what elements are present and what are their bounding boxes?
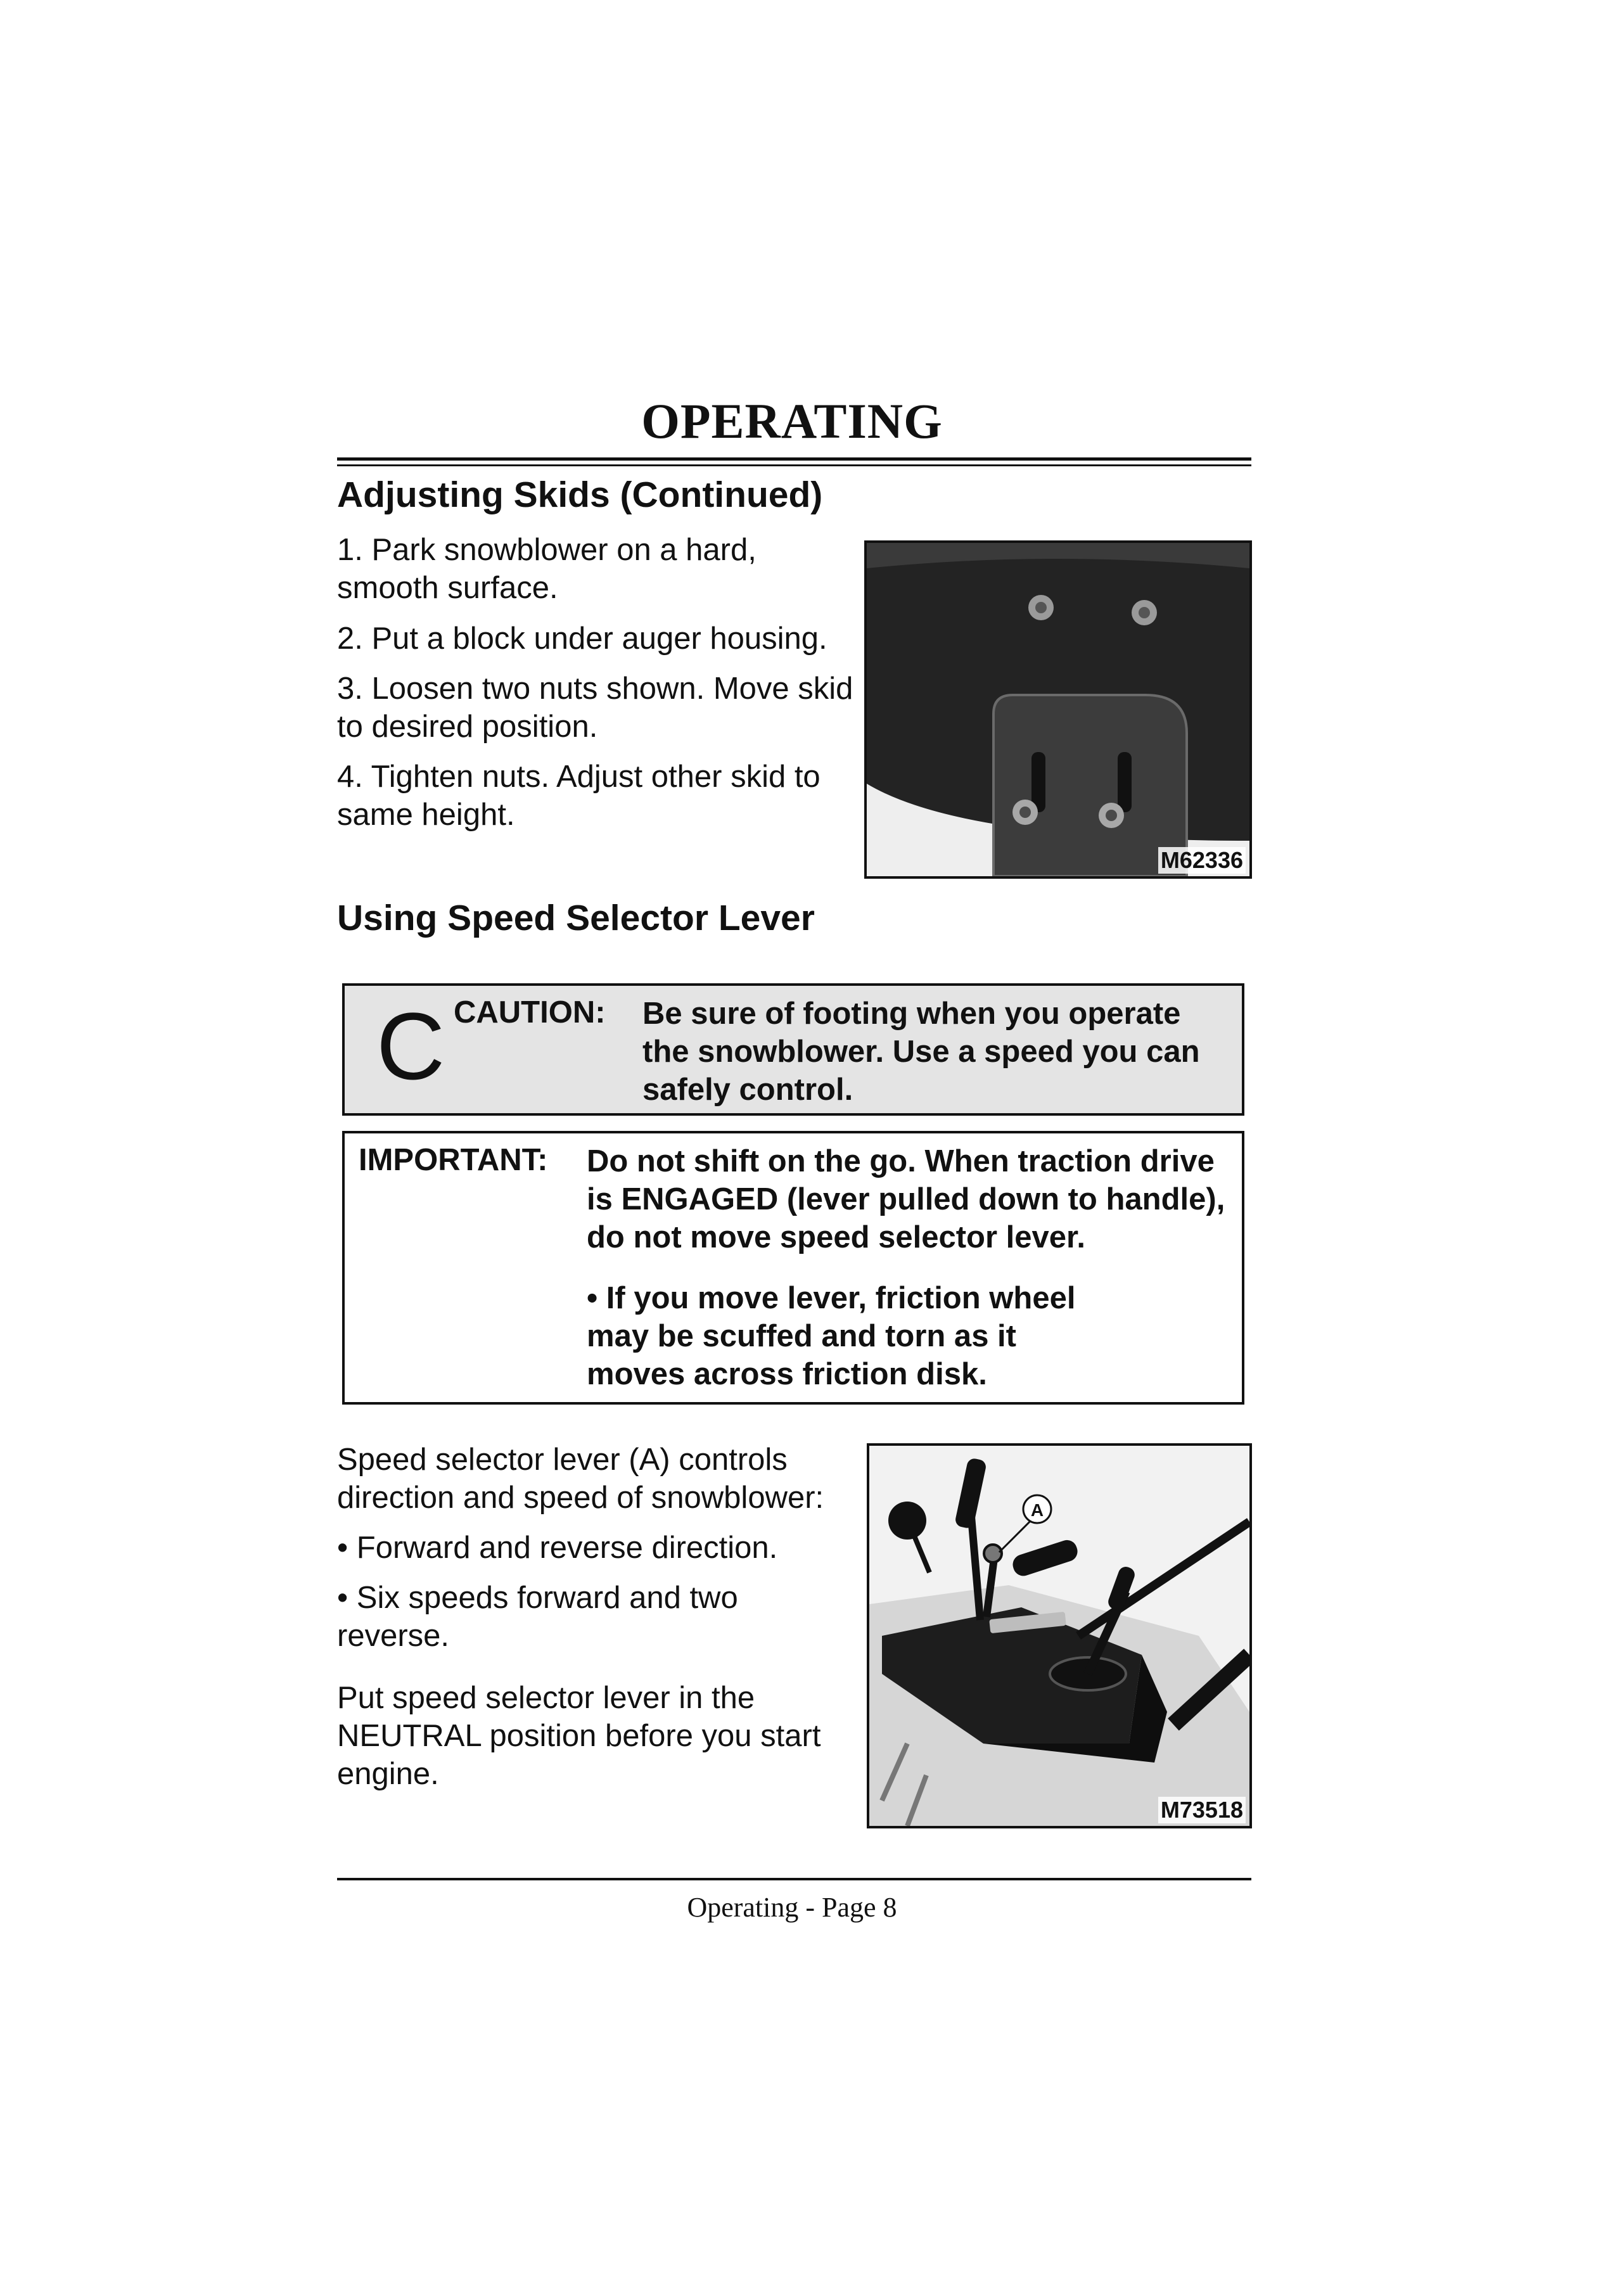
speed-intro: Speed selector lever (A) controls direction and speed of snowblower: [337,1443,824,1515]
callout-a-label: A [1030,1500,1044,1520]
caution-text: Be sure of footing when you operate the snowblower. Use a speed you can safely control. [642,997,1200,1107]
header-rule-top [337,457,1251,461]
caution-box [342,983,1244,1116]
skid-step-4: 4. Tighten nuts. Adjust other skid to same height. [337,760,821,832]
caution-label: CAUTION: [454,995,606,1030]
important-text: Do not shift on the go. When traction drive is ENGAGED (lever pulled down to handle), do not move speed selector lever. [587,1144,1225,1254]
skid-step-1: 1. Park snowblower on a hard, smooth surface. [337,533,757,605]
important-bullet: • If you move lever, friction wheel may be scuffed and torn as it moves across friction disk. [587,1281,1076,1391]
speed-bullet-2: • Six speeds forward and two reverse. [337,1581,738,1653]
speed-lever-photo [867,1443,1252,1828]
speed-lever-illustration [869,1446,1249,1826]
section-title: OPERATING [641,393,943,449]
footer-rule [337,1878,1251,1880]
page-footer: Operating - Page 8 [687,1892,897,1923]
important-box [342,1131,1244,1405]
skid-figure-label: M62336 [1158,847,1246,874]
important-label: IMPORTANT: [359,1143,548,1177]
skid-photo [864,540,1252,879]
skid-illustration [867,543,1249,876]
skids-heading: Adjusting Skids (Continued) [337,475,823,515]
header-rule-bottom [337,464,1251,466]
skid-step-3: 3. Loosen two nuts shown. Move skid to desired position. [337,672,853,744]
skid-step-2: 2. Put a block under auger housing. [337,622,827,656]
speed-closing: Put speed selector lever in the NEUTRAL position before you start engine. [337,1681,821,1791]
speed-figure-label: M73518 [1158,1797,1246,1823]
caution-symbol-icon: C [376,993,445,1099]
speed-bullet-1: • Forward and reverse direction. [337,1531,778,1565]
speed-heading: Using Speed Selector Lever [337,898,815,938]
